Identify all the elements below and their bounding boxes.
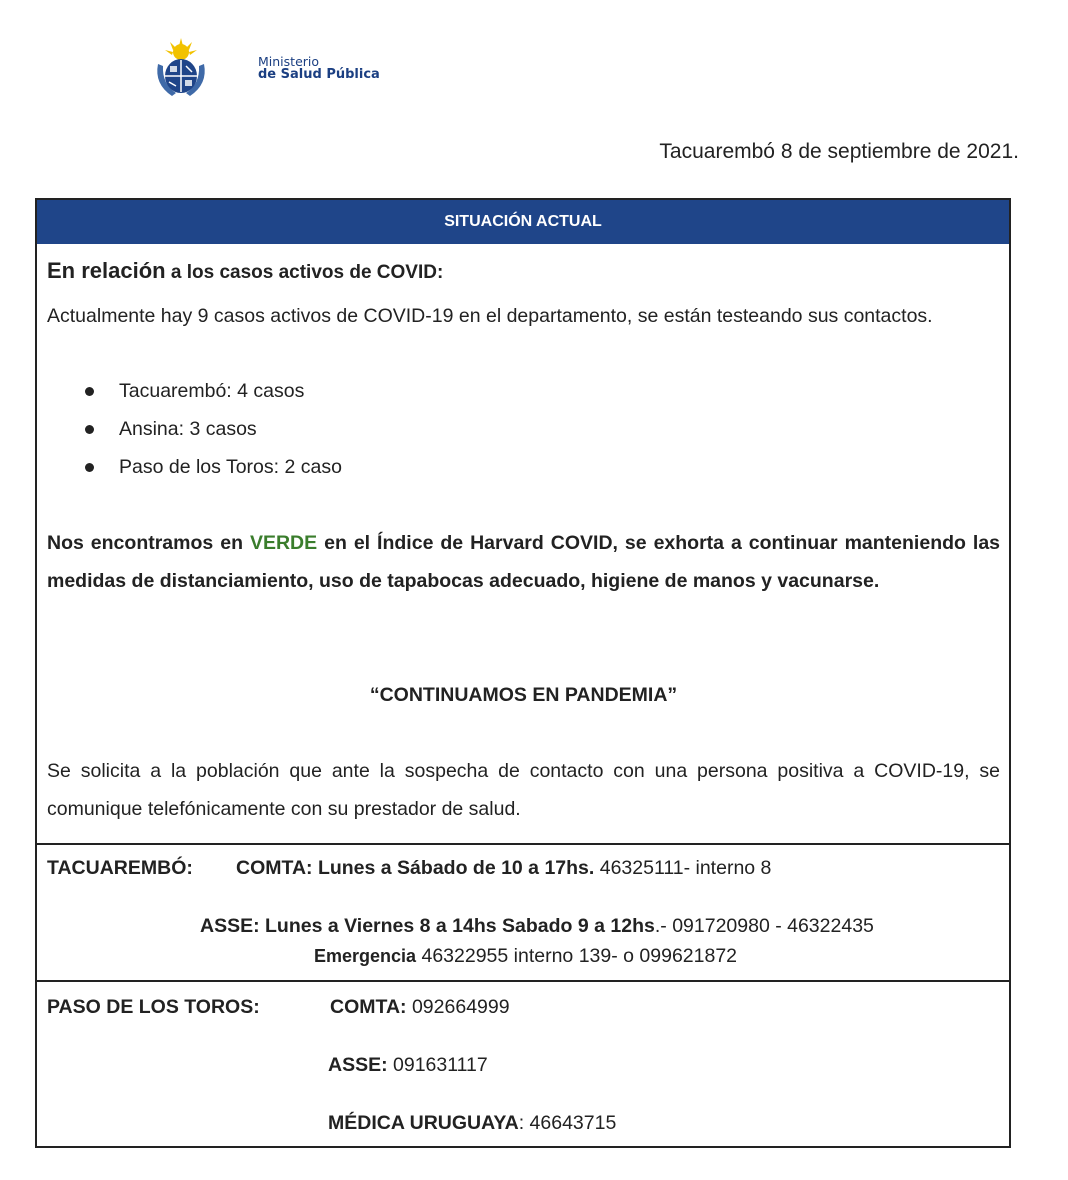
paso-asse: ASSE: 091631117 — [328, 1054, 488, 1076]
ministry-line1: Ministerio — [258, 54, 320, 69]
tacuarembo-label: TACUAREMBÓ: — [47, 857, 193, 879]
list-item: Paso de los Toros: 2 caso — [47, 448, 342, 486]
document-date: Tacuarembó 8 de septiembre de 2021. — [659, 140, 1019, 163]
section-title-bar: SITUACIÓN ACTUAL — [37, 200, 1009, 244]
heading-lead: En relación — [47, 258, 166, 283]
paso-medica-uruguaya: MÉDICA URUGUAYA: 46643715 — [328, 1112, 617, 1134]
paso-comta: COMTA: 092664999 — [330, 996, 510, 1018]
paso-label: PASO DE LOS TOROS: — [47, 996, 260, 1018]
ministry-brand — [258, 55, 380, 81]
tacuarembo-asse: ASSE: Lunes a Viernes 8 a 14hs Sabado 9 a 12hs.- 091720980 - 46322435 — [200, 915, 874, 937]
tacuarembo-comta: COMTA: Lunes a Sábado de 10 a 17hs. 46325111- interno 8 — [236, 857, 772, 879]
divider — [37, 843, 1009, 845]
ministry-coat-of-arms-logo — [150, 38, 212, 100]
ministry-line2: de Salud Pública — [258, 67, 380, 82]
contact-request-paragraph: Se solicita a la población que ante la sospecha de contacto con una persona positiva a COVID-19, se comunique telefónicamente con su prestador de salud. — [47, 760, 1000, 820]
heading-rest: a los casos activos de COVID: — [165, 262, 444, 283]
tacuarembo-emergency: Emergencia 46322955 interno 139- o 099621872 — [314, 945, 738, 967]
status-verde: VERDE — [249, 532, 318, 554]
bullet-icon — [85, 387, 94, 396]
cases-list — [47, 372, 342, 486]
list-item: Ansina: 3 casos — [47, 410, 342, 448]
bullet-icon — [85, 463, 94, 472]
divider — [37, 980, 1009, 982]
list-item: Tacuarembó: 4 casos — [47, 372, 342, 410]
pandemic-slogan: “CONTINUAMOS EN PANDEMIA” — [369, 684, 678, 706]
emergency-phone: 46322955 interno 139- o 099621872 — [416, 945, 738, 967]
active-cases-intro: Actualmente hay 9 casos activos de COVID-19 en el departamento, se están testeando sus contactos. — [47, 305, 933, 327]
comta-phone: 46325111- interno 8 — [594, 857, 772, 879]
active-cases-heading — [47, 258, 1000, 284]
asse-phone: .- 091720980 - 46322435 — [654, 915, 874, 937]
harvard-index-paragraph: Nos encontramos en VERDE en el Índice de Harvard COVID, se exhorta a continuar manteniendo las medidas de distanciamiento, uso de tapabocas adecuado, higiene de manos y vacunarse. — [47, 532, 1001, 592]
bullet-icon — [85, 425, 94, 434]
